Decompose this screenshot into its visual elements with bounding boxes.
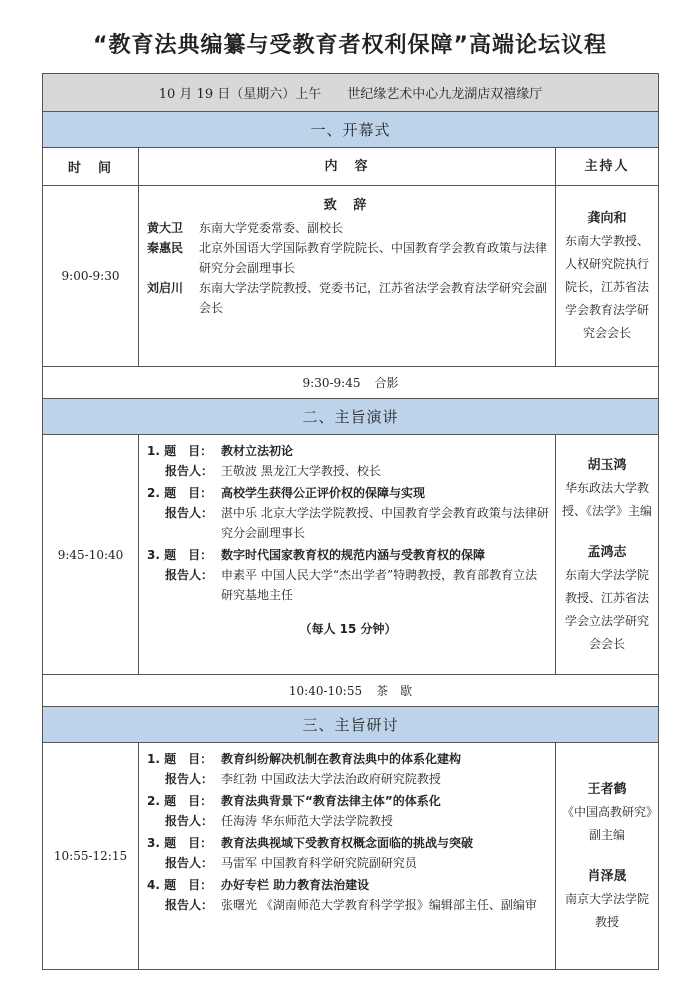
host-cell (556, 435, 658, 674)
column-header-content: 内 容 (139, 148, 556, 185)
item-label: 2. 题 目： (147, 794, 213, 808)
date-venue: 10 月 19 日（星期六）上午 世纪缘艺术中心九龙湖店双禧缘厅 (158, 87, 543, 102)
item-topic: 教材立法初论 (221, 444, 294, 458)
agenda-item (147, 441, 549, 481)
section-heading-keynote (43, 399, 658, 435)
host-name: 王者鹤 (587, 782, 627, 797)
item-topic: 教育法典背景下“教育法律主体”的体系化 (221, 794, 441, 808)
reporter-label: 报告人： (165, 772, 214, 786)
reporter-label: 报告人： (165, 506, 214, 520)
keynote-row (43, 435, 658, 675)
host-desc: 《中国高教研究》副主编 (561, 805, 652, 842)
photo-label: 合影 (374, 376, 399, 390)
speech-title: 致 辞 (323, 198, 373, 213)
speaker (147, 218, 549, 238)
host-desc: 南京大学法学院教授 (564, 892, 649, 929)
agenda-item (147, 833, 549, 873)
opening-row (43, 186, 658, 367)
reporter-label: 报告人： (165, 814, 214, 828)
tea-break-row (43, 675, 658, 707)
section-title: 一、开幕式 (310, 121, 391, 139)
section-title: 二、主旨演讲 (302, 408, 399, 426)
date-venue-row (43, 74, 658, 112)
tea-label: 茶 歇 (376, 684, 413, 698)
agenda-item (147, 545, 549, 605)
time-cell: 10:55-12:15 (43, 743, 139, 969)
item-label: 3. 题 目： (147, 836, 213, 850)
tea-time: 10:40-10:55 (288, 683, 363, 698)
speaker-desc: 东南大学党委常委、副校长 (199, 221, 344, 235)
reporter: 张曙光 《湖南师范大学教育科学学报》编辑部主任、副编审 (221, 898, 537, 912)
speaker-name: 秦惠民 (147, 241, 184, 255)
host-cell (556, 186, 658, 366)
reporter-label: 报告人： (165, 898, 214, 912)
column-header-host: 主持人 (584, 159, 630, 174)
speaker-desc: 东南大学法学院教授、党委书记，江苏省法学会教育法学研究会副会长 (199, 281, 548, 315)
item-label: 1. 题 目： (147, 444, 213, 458)
agenda-table (42, 73, 659, 970)
time-cell: 9:00-9:30 (43, 186, 139, 366)
host-desc: 华东政法大学教授、《法学》主编 (561, 480, 652, 518)
agenda-item (147, 875, 549, 915)
speaker-name: 刘启川 (147, 281, 184, 295)
host-name: 孟鸿志 (587, 544, 627, 560)
agenda-item (147, 749, 549, 789)
photo-row (43, 367, 658, 399)
column-header-row (43, 148, 658, 186)
page-title: “教育法典编纂与受教育者权利保障”高端论坛议程 (93, 33, 607, 58)
reporter: 马雷军 中国教育科学研究院副研究员 (221, 856, 417, 870)
agenda-item (147, 791, 549, 831)
speaker (147, 278, 549, 318)
host-desc: 东南大学法学院教授、江苏省法学会立法学研究会会长 (564, 567, 649, 651)
item-label: 4. 题 目： (147, 878, 213, 892)
reporter-label: 报告人： (165, 464, 214, 478)
host-name: 龚向和 (587, 211, 627, 226)
host-desc: 东南大学教授、人权研究院执行院长，江苏省法学会教育法学研究会会长 (564, 234, 649, 340)
reporter-label: 报告人： (165, 856, 214, 870)
photo-time: 9:30-9:45 (302, 375, 361, 390)
reporter: 李红勃 中国政法大学法治政府研究院教授 (221, 772, 441, 786)
speaker-desc: 北京外国语大学国际教育学院院长、中国教育学会教育政策与法律研究分会副理事长 (199, 241, 548, 275)
item-label: 2. 题 目： (147, 486, 213, 500)
time-note: （每人 15 分钟） (299, 622, 397, 636)
reporter: 任海涛 华东师范大学法学院教授 (221, 814, 393, 828)
item-topic: 数字时代国家教育权的规范内涵与受教育权的保障 (221, 548, 486, 562)
host-name: 胡玉鸿 (587, 457, 627, 473)
item-label: 3. 题 目： (147, 548, 213, 562)
item-topic: 办好专栏 助力教育法治建设 (221, 878, 370, 892)
reporter: 湛中乐 北京大学法学院教授、中国教育学会教育政策与法律研究分会副理事长 (221, 506, 549, 540)
item-topic: 高校学生获得公正评价权的保障与实现 (221, 486, 426, 500)
section-title: 三、主旨研讨 (302, 716, 399, 734)
speaker (147, 238, 549, 278)
item-topic: 教育纠纷解决机制在教育法典中的体系化建构 (221, 752, 462, 766)
reporter-label: 报告人： (165, 568, 214, 582)
time-cell: 9:45-10:40 (43, 435, 139, 674)
seminar-row (43, 743, 658, 969)
reporter: 申素平 中国人民大学“杰出学者”特聘教授，教育部教育立法研究基地主任 (221, 568, 538, 602)
content-cell (139, 743, 556, 969)
speaker-name: 黄大卫 (147, 221, 184, 235)
agenda-item (147, 483, 549, 543)
item-topic: 教育法典视域下受教育权概念面临的挑战与突破 (221, 836, 474, 850)
section-heading-opening (43, 112, 658, 148)
host-cell (556, 743, 658, 969)
host-name: 肖泽晟 (587, 869, 627, 884)
item-label: 1. 题 目： (147, 752, 213, 766)
content-cell (139, 186, 556, 366)
content-cell (139, 435, 556, 674)
column-header-time: 时 间 (43, 148, 139, 185)
reporter: 王敬波 黑龙江大学教授、校长 (221, 464, 381, 478)
section-heading-seminar (43, 707, 658, 743)
